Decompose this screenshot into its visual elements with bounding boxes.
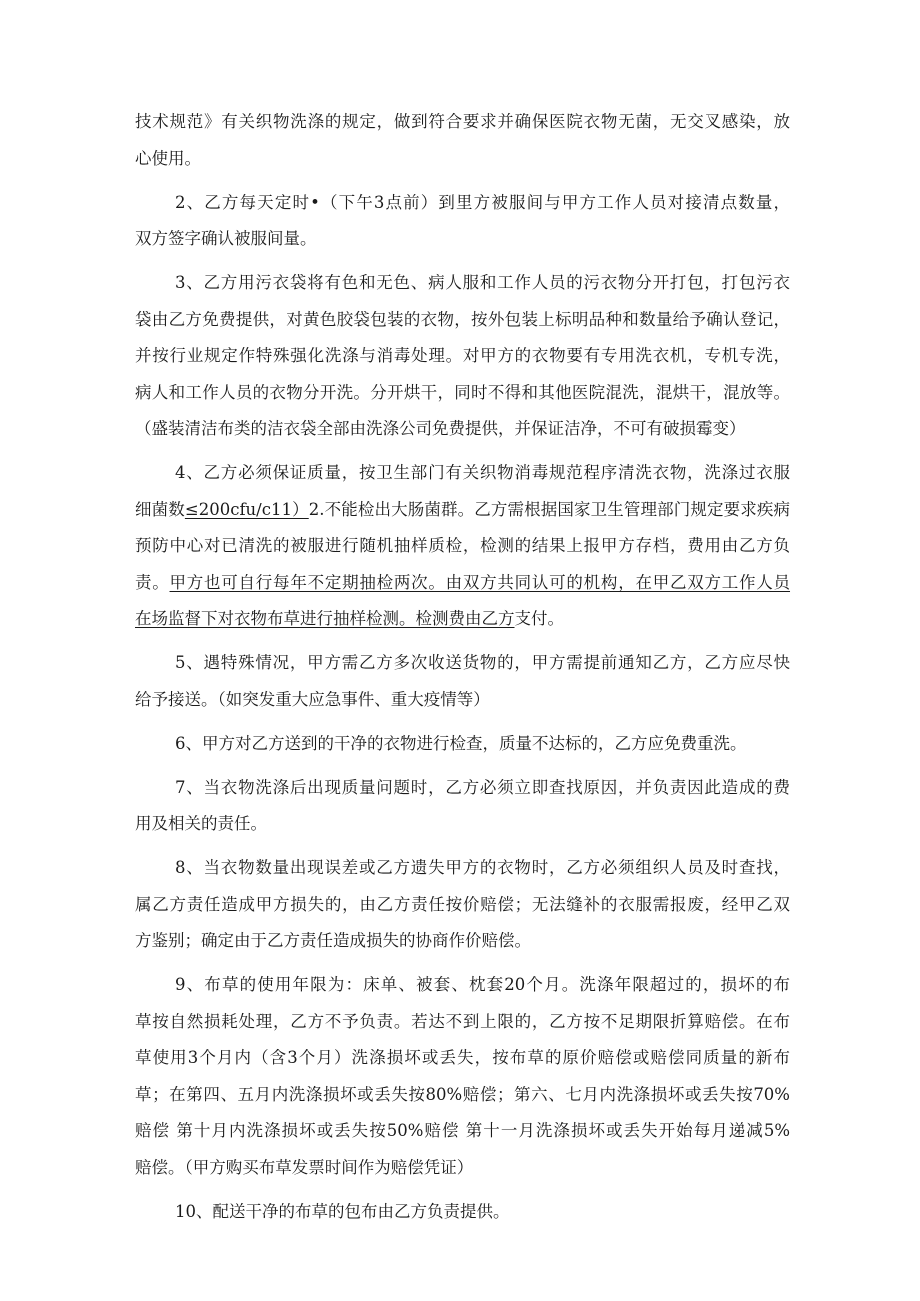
text-line: 草；在第四、五月内洗涤损坏或丢失按80%赔偿；第六、七月内洗涤损坏或丢失按70% — [135, 1084, 790, 1104]
text-line: 赔偿。（甲方购买布草发票时间作为赔偿凭证） — [135, 1157, 474, 1177]
document-body — [135, 104, 790, 1230]
text-line: 袋由乙方免费提供，对黄色胶袋包装的衣物，按外包装上标明品种和数量给予确认登记， — [135, 309, 790, 329]
text-line: 给予接送。（如突发重大应急事件、重大疫情等） — [135, 689, 490, 709]
underlined-text: 甲方也可自行每年不定期抽检两次。由双方共同认可的机构，在甲乙双方工作人员 — [169, 572, 791, 592]
paragraph-2 — [135, 185, 790, 258]
text-line: 预防中心对已清洗的被服进行随机抽样质检，检测的结果上报甲方存档，费用由乙方负 — [135, 536, 790, 555]
text-line: 6、甲方对乙方送到的干净的衣物进行检查，质量不达标的，乙方应免费重洗。 — [175, 733, 747, 753]
paragraph-10 — [135, 1194, 790, 1231]
underlined-text: ≤200cfu∕c11） — [184, 499, 309, 519]
text-line: 10、配送干净的布草的包布由乙方负责提供。 — [175, 1201, 510, 1221]
text-line: 技术规范》有关织物洗涤的规定，做到符合要求并确保医院衣物无菌，无交叉感染，放 — [135, 112, 790, 131]
paragraph-1-continued — [135, 104, 790, 177]
text-line: 5、遇特殊情况，甲方需乙方多次收送货物的，甲方需提前通知乙方，乙方应尽快 — [175, 653, 790, 672]
text-line-with-underline — [135, 492, 790, 529]
text-line: 草使用3个月内（含3个月）洗涤损坏或丢失，按布草的原价赔偿或赔偿同质量的新布 — [135, 1048, 790, 1067]
text-line: 3、乙方用污衣袋将有色和无色、病人服和工作人员的污衣物分开打包，打包污衣 — [175, 273, 790, 292]
text-line: 草按自然损耗处理，乙方不予负责。若达不到上限的，乙方按不足期限折算赔偿。在布 — [135, 1011, 790, 1031]
text-line: 8、当衣物数量出现误差或乙方遗失甲方的衣物时，乙方必须组织人员及时查找， — [175, 858, 790, 877]
paragraph-9 — [135, 967, 790, 1186]
text-line: 并按行业规定作特殊强化洗涤与消毒处理。对甲方的衣物要有专用洗衣机，专机专洗， — [135, 346, 790, 365]
paragraph-5 — [135, 645, 790, 718]
text-line: 9、布草的使用年限为：床单、被套、枕套20个月。洗涤年限超过的，损坏的布 — [175, 975, 790, 994]
text-line: 病人和工作人员的衣物分开洗。分开烘干，同时不得和其他医院混洗，混烘干，混放等。 — [135, 382, 790, 402]
text-line: 双方签字确认被服间量。 — [135, 229, 317, 248]
paragraph-7 — [135, 770, 790, 843]
text-line: 用及相关的责任。 — [135, 814, 267, 833]
text-segment: 支付。 — [514, 609, 564, 628]
paragraph-8 — [135, 850, 790, 960]
text-line: 属乙方责任造成甲方损失的，由乙方责任按价赔偿；无法缝补的衣服需报废，经甲乙双 — [135, 894, 790, 914]
paragraph-6 — [135, 726, 790, 763]
paragraph-4 — [135, 455, 790, 638]
text-segment: 责。 — [135, 572, 170, 592]
text-line-with-underline — [135, 601, 790, 638]
text-segment: 2.不能检出大肠菌群。乙方需根据国家卫生管理部门规定要求疾病 — [308, 499, 791, 519]
text-line: 赔偿 第十月内洗涤损坏或丢失按50%赔偿 第十一月洗涤损坏或丢失开始每月递减5% — [135, 1121, 790, 1140]
text-line: 2、乙方每天定时•（下午3点前）到里方被服间与甲方工作人员对接清点数量， — [175, 192, 790, 212]
underlined-text: 在场监督下对衣物布草进行抽样检测。检测费由乙方 — [135, 609, 515, 628]
text-line: 方鉴别；确定由于乙方责任造成损失的协商作价赔偿。 — [135, 931, 531, 950]
text-line-with-underline — [135, 565, 790, 602]
text-line: 4、乙方必须保证质量，按卫生部门有关织物消毒规范程序清洗衣物，洗涤过衣服 — [175, 463, 790, 482]
text-line: 7、当衣物洗涤后出现质量问题时，乙方必须立即查找原因，并负责因此造成的费 — [175, 777, 790, 797]
paragraph-3 — [135, 265, 790, 448]
text-segment: 细菌数 — [135, 499, 185, 519]
text-line: （盛装清洁布类的洁衣袋全部由洗涤公司免费提供，并保证洁净，不可有破损霉变） — [135, 419, 746, 438]
text-line: 心使用。 — [135, 148, 201, 168]
